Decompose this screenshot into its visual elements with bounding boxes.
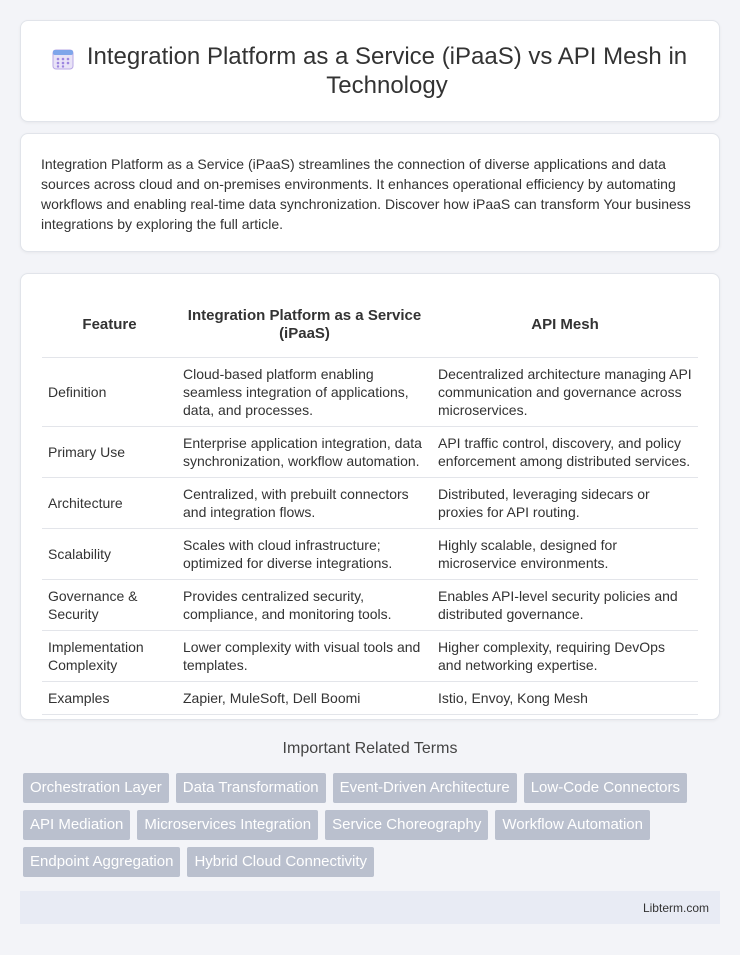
related-terms-title: Important Related Terms [282, 740, 458, 757]
footer-site[interactable]: Libterm.com [642, 900, 709, 915]
related-term-tag[interactable]: Service Choreography [325, 810, 488, 840]
related-term-tag[interactable]: Event-Driven Architecture [333, 773, 517, 803]
api-mesh-cell: Enables API-level security policies and distributed governance. [432, 579, 698, 630]
ipaas-cell: Cloud-based platform enabling seamless integration of applications, data, and processes. [177, 357, 432, 426]
feature-cell: Implementation Complexity [42, 630, 177, 681]
table-row [42, 357, 698, 426]
ipaas-cell: Enterprise application integration, data synchronization, workflow automation. [177, 426, 432, 477]
footer [20, 891, 720, 924]
intro-card [20, 133, 720, 252]
header-ipaas: Integration Platform as a Service (iPaaS) [177, 294, 432, 357]
header-api-mesh: API Mesh [432, 294, 698, 357]
related-term-tag[interactable]: Data Transformation [176, 773, 326, 803]
api-mesh-cell: Distributed, leveraging sidecars or proxies for API routing. [432, 477, 698, 528]
api-mesh-cell: Highly scalable, designed for microservice environments. [432, 528, 698, 579]
feature-cell: Governance & Security [42, 579, 177, 630]
related-term-tag[interactable]: Endpoint Aggregation [23, 847, 180, 877]
page-title: Integration Platform as a Service (iPaaS) vs API Mesh in Technology [86, 43, 688, 99]
feature-cell: Primary Use [42, 426, 177, 477]
ipaas-cell: Centralized, with prebuilt connectors and integration flows. [177, 477, 432, 528]
table-row [42, 579, 698, 630]
table-row [42, 681, 698, 714]
related-term-tag[interactable]: Hybrid Cloud Connectivity [187, 847, 374, 877]
table-row [42, 528, 698, 579]
related-term-tag[interactable]: API Mediation [23, 810, 130, 840]
ipaas-cell: Provides centralized security, compliance, and monitoring tools. [177, 579, 432, 630]
feature-cell: Architecture [42, 477, 177, 528]
ipaas-cell: Scales with cloud infrastructure; optimized for diverse integrations. [177, 528, 432, 579]
intro-text: Integration Platform as a Service (iPaaS) streamlines the connection of diverse applications and data sources across cloud and on-premises environments. It enhances operational efficiency by automating workflows and enabling real-time data synchronization. Discover how iPaaS can transform Your business integrations by exploring the full article. [41, 156, 691, 232]
table-row [42, 477, 698, 528]
api-mesh-cell: Higher complexity, requiring DevOps and networking expertise. [432, 630, 698, 681]
ipaas-cell: Lower complexity with visual tools and templates. [177, 630, 432, 681]
calendar-grid-icon [51, 47, 75, 71]
related-term-tag[interactable]: Orchestration Layer [23, 773, 169, 803]
table-row [42, 630, 698, 681]
comparison-table-card [20, 273, 720, 720]
feature-cell: Definition [42, 357, 177, 426]
table-header-row [42, 294, 698, 357]
related-term-tag[interactable]: Workflow Automation [495, 810, 650, 840]
header-card [20, 20, 720, 122]
related-term-tag[interactable]: Microservices Integration [137, 810, 318, 840]
ipaas-cell: Zapier, MuleSoft, Dell Boomi [177, 681, 432, 714]
api-mesh-cell: Decentralized architecture managing API communication and governance across microservices. [432, 357, 698, 426]
api-mesh-cell: API traffic control, discovery, and policy enforcement among distributed services. [432, 426, 698, 477]
table-row [42, 426, 698, 477]
related-term-tag[interactable]: Low-Code Connectors [524, 773, 687, 803]
related-terms-list [23, 773, 713, 877]
header-feature: Feature [42, 294, 177, 357]
feature-cell: Scalability [42, 528, 177, 579]
api-mesh-cell: Istio, Envoy, Kong Mesh [432, 681, 698, 714]
comparison-table [42, 294, 698, 715]
feature-cell: Examples [42, 681, 177, 714]
